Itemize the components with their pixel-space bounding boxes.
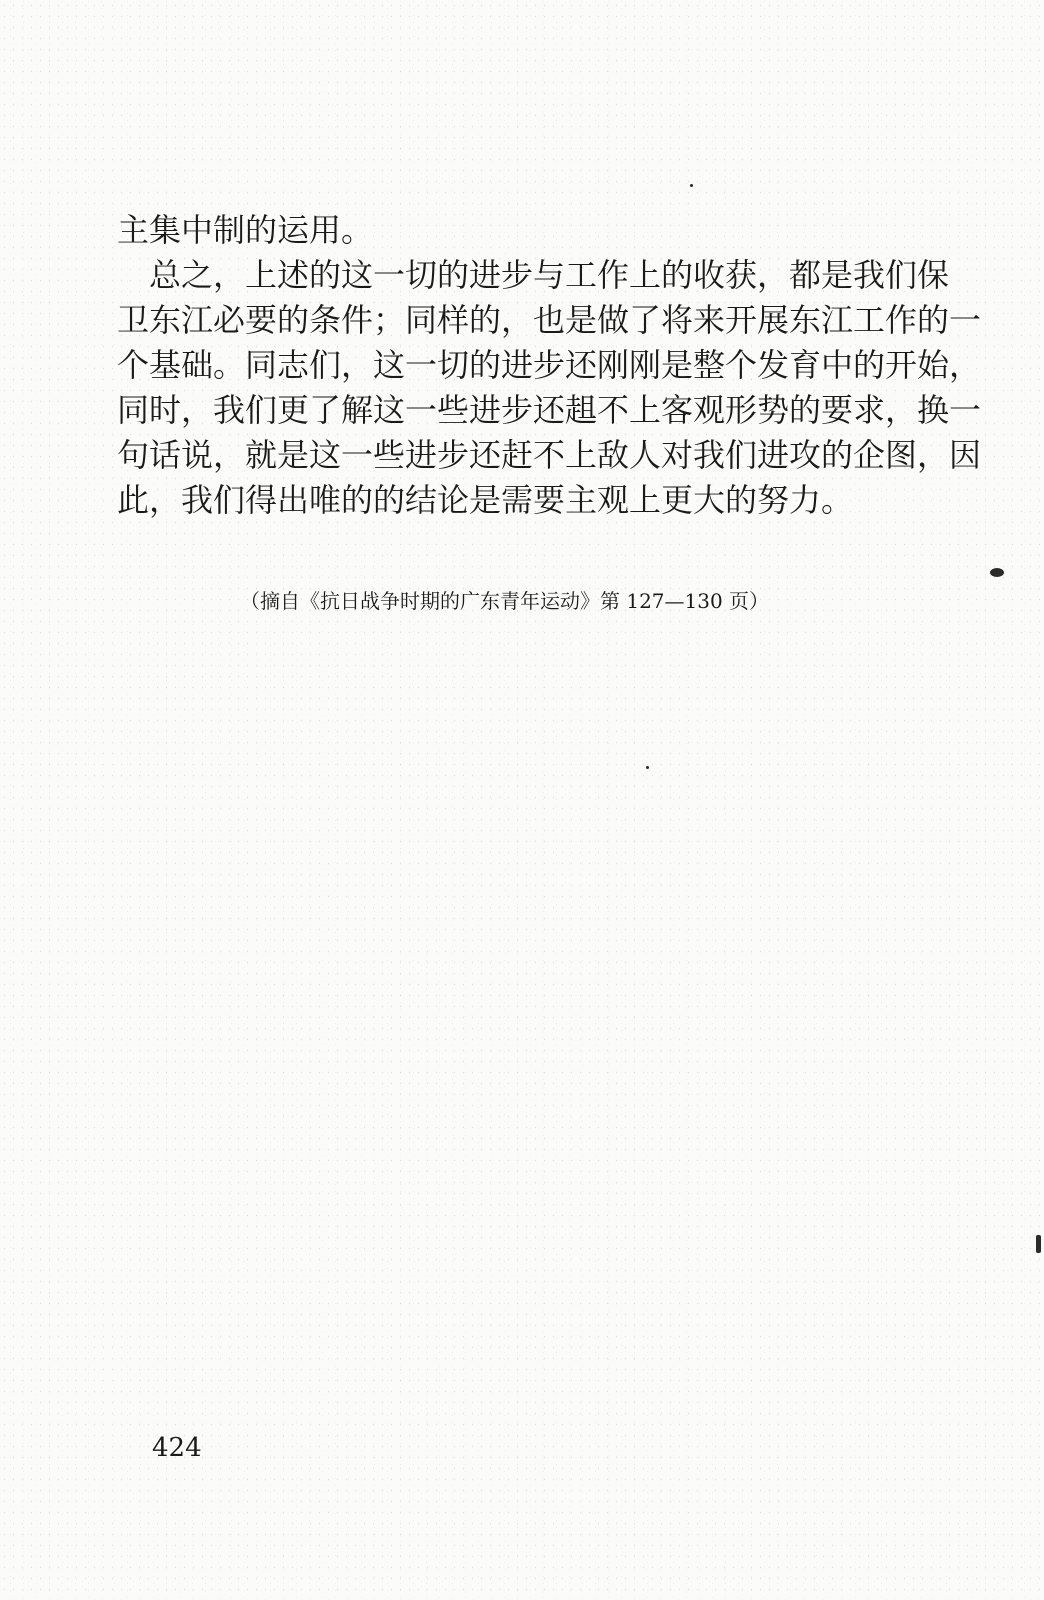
text-line: 个基础。同志们，这一切的进步还刚刚是整个发育中的开始， [117, 346, 982, 384]
text-line: 句话说，就是这一些进步还赶不上敌人对我们进攻的企图，因 [117, 436, 982, 474]
scan-speck [1036, 1235, 1041, 1253]
scan-speck [990, 568, 1004, 577]
scan-speck [690, 184, 693, 187]
page-number: 424 [152, 1433, 202, 1463]
text-line: 卫东江必要的条件；同样的，也是做了将来开展东江工作的一 [117, 301, 982, 339]
text-line: 总之，上述的这一切的进步与工作上的收获，都是我们保 [117, 256, 950, 294]
text-line: 主集中制的运用。 [117, 211, 374, 249]
body-text [117, 208, 982, 523]
text-line: 此，我们得出唯的的结论是需要主观上更大的努力。 [117, 481, 854, 519]
scan-speck [646, 766, 649, 769]
source-citation: （摘自《抗日战争时期的广东青年运动》第 127—130 页） [240, 589, 770, 613]
text-line: 同时，我们更了解这一些进步还趄不上客观形势的要求，换一 [117, 391, 982, 429]
